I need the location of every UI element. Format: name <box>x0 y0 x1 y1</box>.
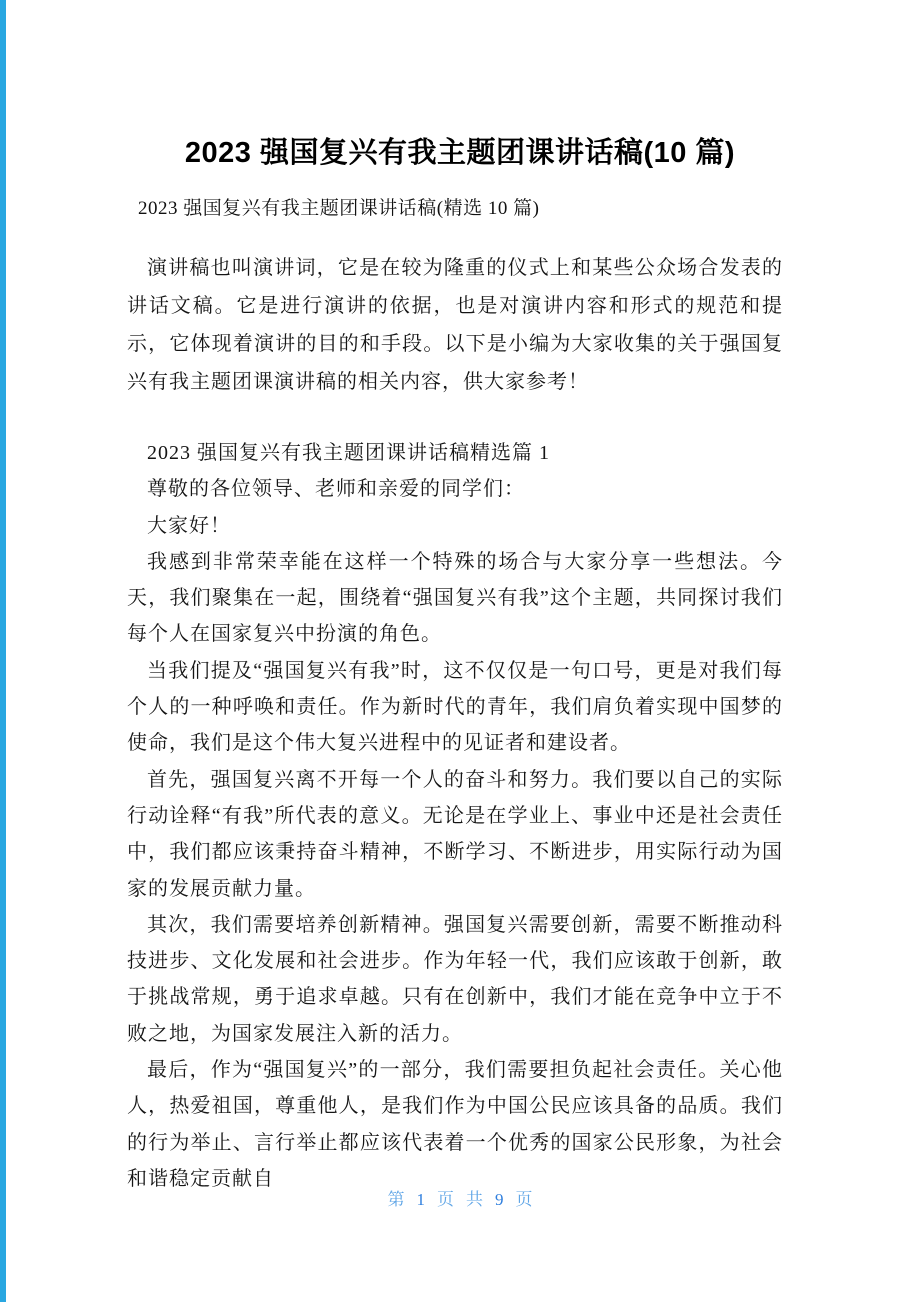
page-footer <box>0 1185 920 1210</box>
body-paragraph: 首先，强国复兴离不开每一个人的奋斗和努力。我们要以自己的实际行动诠释“有我”所代表的意义。无论是在学业上、事业中还是社会责任中，我们都应该秉持奋斗精神，不断学习、不断进步，用实际行动为国家的发展贡献力量。 <box>127 768 783 900</box>
section-heading: 2023 强国复兴有我主题团课讲话稿精选篇 1 <box>147 442 550 464</box>
footer-page-unit-label: 页 <box>437 1190 454 1209</box>
footer-page-unit-label: 页 <box>515 1190 533 1209</box>
speech-body <box>127 435 783 1197</box>
body-paragraph: 当我们提及“强国复兴有我”时，这不仅仅是一句口号，更是对我们每个人的一种呼唤和责任。作为新时代的青年，我们肩负着实现中国梦的使命，我们是这个伟大复兴进程中的见证者和建设者。 <box>127 659 783 755</box>
left-edge-accent-bar <box>0 0 6 1302</box>
body-paragraph: 最后，作为“强国复兴”的一部分，我们需要担负起社会责任。关心他人，热爱祖国，尊重他人，是我们作为中国公民应该具备的品质。我们的行为举止、言行举止都应该代表着一个优秀的国家公民形象，为社会和谐稳定贡献自 <box>127 1059 783 1190</box>
greeting-line: 大家好！ <box>147 514 231 537</box>
footer-current-page-number: 1 <box>416 1190 425 1209</box>
document-subtitle: 2023 强国复兴有我主题团课讲话稿(精选 10 篇) <box>138 198 540 219</box>
body-paragraph: 我感到非常荣幸能在这样一个特殊的场合与大家分享一些想法。今天，我们聚集在一起，围绕着“强国复兴有我”这个主题，共同探讨我们每个人在国家复兴中扮演的角色。 <box>127 550 783 646</box>
footer-total-page-number: 9 <box>495 1190 504 1209</box>
intro-block <box>127 249 783 401</box>
body-paragraph: 其次，我们需要培养创新精神。强国复兴需要创新，需要不断推动科技进步、文化发展和社会进步。作为年轻一代，我们应该敢于创新，敢于挑战常规，勇于追求卓越。只有在创新中，我们才能在竞争中立于不败之地，为国家发展注入新的活力。 <box>127 913 783 1045</box>
salutation-line: 尊敬的各位领导、老师和亲爱的同学们： <box>147 478 525 501</box>
intro-paragraph: 演讲稿也叫演讲词，它是在较为隆重的仪式上和某些公众场合发表的讲话文稿。它是进行演讲的依据，也是对演讲内容和形式的规范和提示，它体现着演讲的目的和手段。以下是小编为大家收集的关于强国复兴有我主题团课演讲稿的相关内容，供大家参考！ <box>127 257 783 393</box>
document-title: 2023 强国复兴有我主题团课讲话稿(10 篇) <box>184 137 736 169</box>
footer-label-prefix: 第 <box>387 1190 405 1209</box>
footer-total-label: 共 <box>466 1190 483 1209</box>
